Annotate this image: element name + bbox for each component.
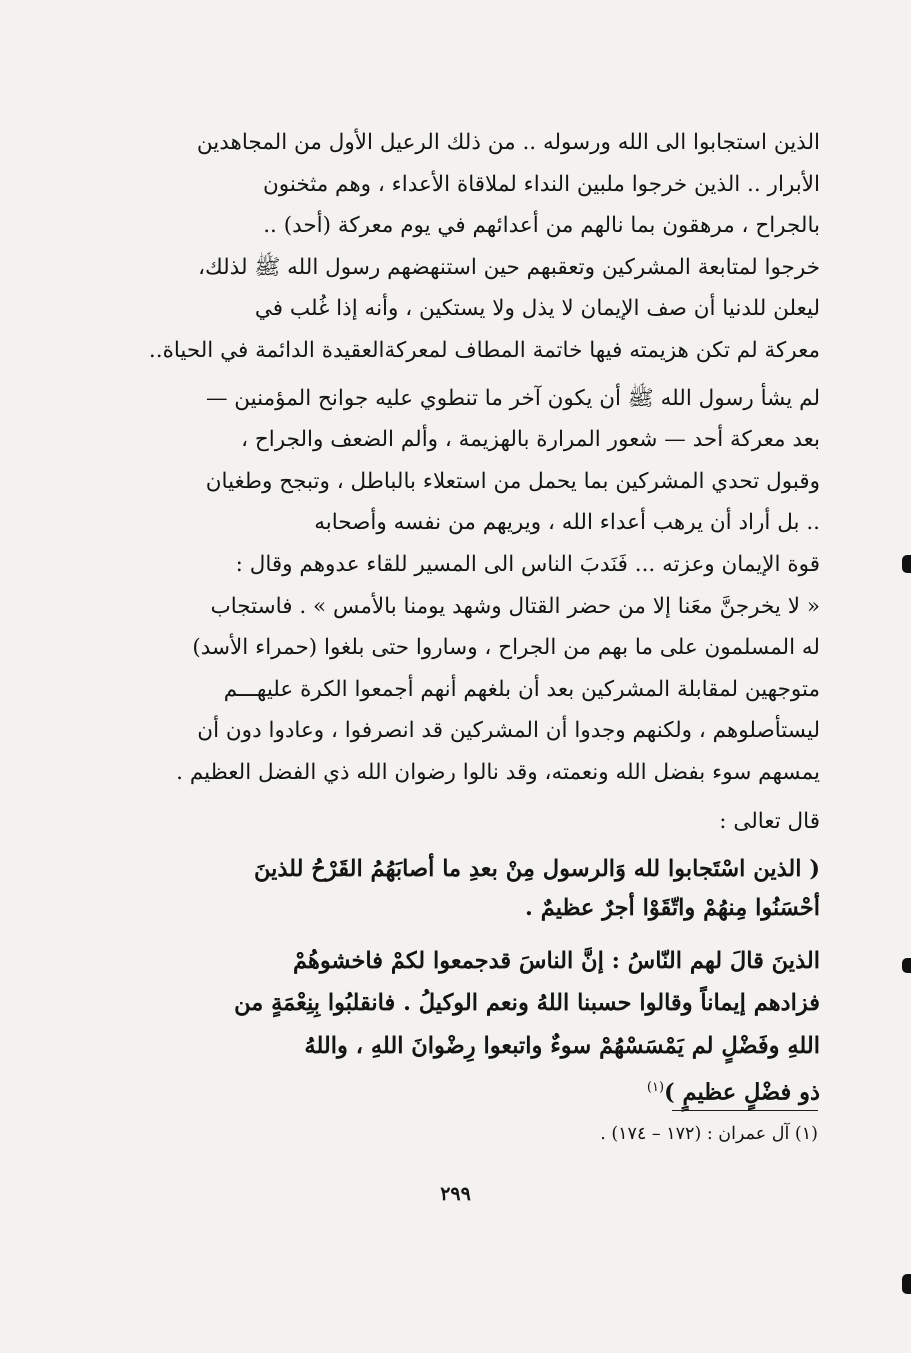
footnote-divider — [672, 1110, 818, 1111]
footnote-marker: (١) — [646, 1080, 665, 1095]
scan-edge-mark — [902, 1274, 911, 1294]
text-line: الذين استجابوا الى الله ورسوله .. من ذلك الرعيل الأول من المجاهدين — [196, 130, 820, 155]
text-line: ليعلن للدنيا أن صف الإيمان لا يذل ولا يستكين ، وأنه إذا غُلب في — [254, 296, 820, 322]
text-line: لم يشأ رسول الله ﷺ أن يكون آخر ما تنطوي عليه جوانح المؤمنين — — [205, 385, 820, 411]
text-line: الأبرار .. الذين خرجوا ملبين النداء لملاقاة الأعداء ، وهم مثخنون — [262, 171, 820, 197]
text-line: ليستأصلوهم ، ولكنهم وجدوا أن المشركين قد انصرفوا ، وعادوا دون أن — [197, 718, 820, 744]
text-line: بالجراح ، مرهقون بما نالهم من أعدائهم في يوم معركة (أحد) .. — [263, 213, 820, 239]
verse-line: الذينَ قالَ لهم النّاسُ : إنَّ الناسَ قدجمعوا لكمْ فاخشوهُمْ — [292, 947, 820, 974]
page-number: ٢٩٩ — [440, 1183, 471, 1205]
text-line: بعد معركة أحد — شعور المرارة بالهزيمة ، وألم الضعف والجراح ، — [241, 427, 820, 453]
text-line: له المسلمون على ما بهم من الجراح ، وساروا حتى بلغوا (حمراء الأسد) — [192, 635, 820, 661]
paragraph-1 — [150, 122, 820, 372]
text-line: متوجهين لمقابلة المشركين بعد أن بلغهم أنهم أجمعوا الكرة عليهـــم — [223, 676, 820, 702]
quran-verse-1 — [150, 850, 820, 928]
footnote: (١) آل عمران : (١٧٢ – ١٧٤) . — [600, 1124, 818, 1144]
text-line: يمسهم سوء بفضل الله ونعمته، وقد نالوا رضوان الله ذي الفضل العظيم . — [176, 759, 820, 785]
verse-line: أحْسَنُوا مِنهُمْ واتّقَوْا أجرٌ عظيمٌ . — [525, 894, 820, 921]
text-line: قوة الإيمان وعزته ... فَنَدبَ الناس الى المسير للقاء عدوهم وقال : — [235, 551, 820, 577]
text-line: « لا يخرجنَّ معَنا إلا من حضر القتال وشهد يومنا بالأمس » . فاستجاب — [210, 593, 820, 619]
verse-line-text: ذو فضْلٍ عظيمٍ ) — [664, 1079, 820, 1106]
verse-line — [150, 1067, 820, 1114]
scan-edge-mark — [902, 555, 911, 573]
text-line: خرجوا لمتابعة المشركين وتعقبهم حين استنهضهم رسول الله ﷺ لذلك، — [198, 254, 820, 280]
page-body — [150, 122, 820, 1114]
quran-verse-2 — [150, 940, 820, 1115]
paragraph-2 — [150, 378, 820, 794]
verse-line: اللهِ وفَضْلٍ لم يَمْسَسْهُمْ سوءٌ واتبعوا رِضْوانَ اللهِ ، واللهُ — [304, 1032, 820, 1059]
scan-edge-mark — [902, 958, 911, 973]
verse-line: ( الذين اسْتَجابوا لله وَالرسول مِنْ بعدِ ما أصابَهُمُ القَرْحُ للذينَ — [253, 855, 820, 882]
verse-line: فزادهم إيماناً وقالوا حسبنا اللهُ ونعم الوكيلُ . فانقلبُوا بِنِعْمَةٍ من — [234, 990, 820, 1016]
text-line: معركة لم تكن هزيمته فيها خاتمة المطاف لمعركةالعقيدة الدائمة في الحياة.. — [148, 337, 820, 363]
text-line: .. بل أراد أن يرهب أعداء الله ، ويريهم من نفسه وأصحابه — [314, 510, 820, 536]
text-line: وقبول تحدي المشركين بما يحمل من استعلاء بالباطل ، وتبجح وطغيان — [205, 468, 820, 494]
verse-intro: قال تعالى : — [719, 808, 820, 834]
